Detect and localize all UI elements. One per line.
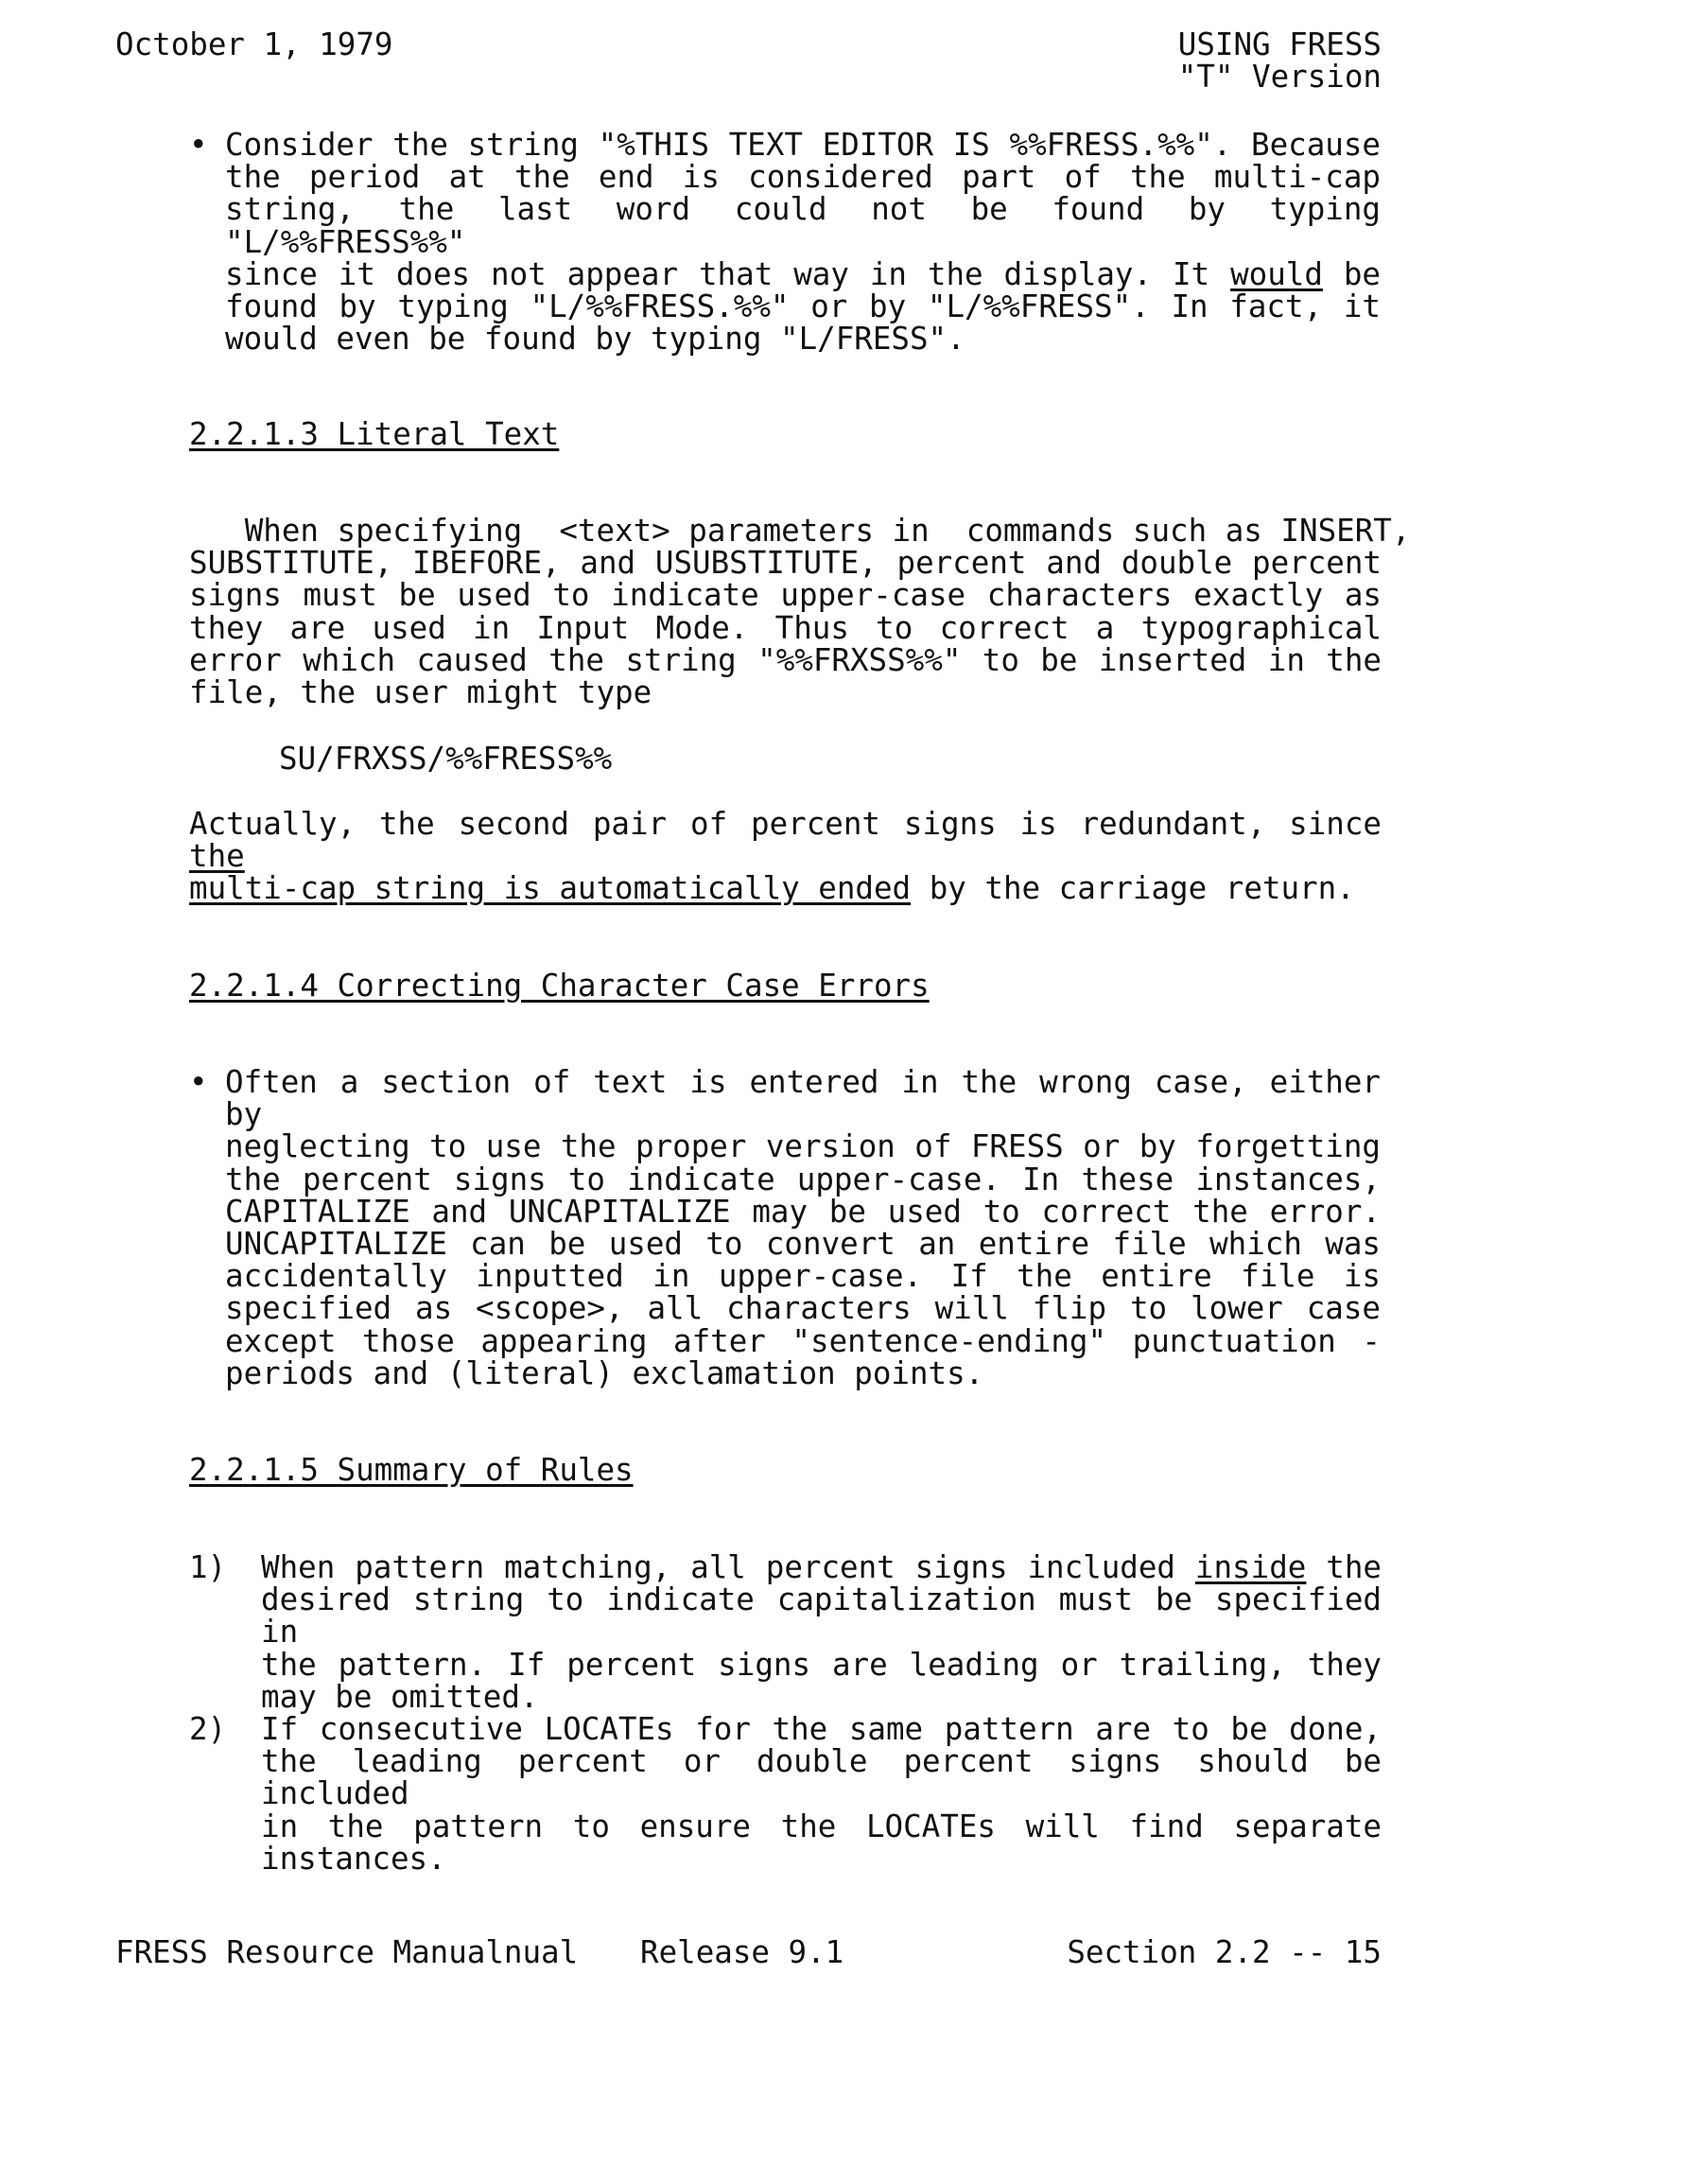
text-line: would even be found by typing "L/FRESS". (225, 321, 965, 358)
text-line: desired string to indicate capitalization must be specified in (261, 1581, 1382, 1651)
text-line: When specifying <text> parameters in commands such as INSERT, (189, 513, 1411, 549)
text-line: in the pattern to ensure the LOCATEs will find separate (261, 1808, 1382, 1844)
text-line-with-emphasis (225, 255, 1381, 292)
underlined-phrase: the (189, 838, 245, 875)
text-line: specified as <scope>, all characters will flip to lower case (225, 1290, 1381, 1327)
text-line: Often a section of text is entered in the wrong case, either by (225, 1064, 1381, 1133)
text-line: the leading percent or double percent signs should be included (261, 1743, 1382, 1812)
paragraph-actually (189, 808, 1382, 905)
text-line: may be omitted. (261, 1678, 539, 1715)
text-fragment: by the carriage return. (929, 870, 1355, 907)
section-heading-case-errors: 2.2.1.4 Correcting Character Case Errors (189, 968, 930, 1004)
text-fragment: Actually, the second pair of percent signs is redundant, since (189, 806, 1382, 842)
text-line: CAPITALIZE and UNCAPITALIZE may be used to correct the error. (225, 1193, 1381, 1230)
text-line: they are used in Input Mode. Thus to correct a typographical (189, 609, 1382, 646)
footer-release: Release 9.1 (640, 1934, 844, 1970)
text-line: string, the last word could not be found by typing "L/%%FRESS%%" (225, 191, 1381, 260)
rule-number: 2) (189, 1711, 227, 1747)
text-line: If consecutive LOCATEs for the same pattern are to be done, (261, 1711, 1382, 1747)
paragraph-literal-text (189, 513, 1411, 711)
footer-manual-name: FRESS Resource Manualnual (115, 1934, 579, 1970)
text-line-with-emphasis (261, 1551, 1382, 1583)
text-line: file, the user might type (189, 674, 652, 711)
bullet-marker: • (189, 127, 208, 163)
text-line: UNCAPITALIZE can be used to convert an entire file which was (225, 1226, 1381, 1263)
text-fragment: be (1343, 255, 1381, 292)
bullet-paragraph-string-example (225, 127, 1381, 358)
section-heading-summary-rules: 2.2.1.5 Summary of Rules (189, 1452, 634, 1488)
text-line: SUBSTITUTE, IBEFORE, and USUBSTITUTE, percent and double percent (189, 545, 1382, 582)
underlined-word: would (1230, 255, 1323, 292)
text-line-with-emphasis (189, 870, 1382, 907)
section-heading-literal-text: 2.2.1.3 Literal Text (189, 416, 560, 452)
header-date: October 1, 1979 (115, 26, 393, 62)
text-line: found by typing "L/%%FRESS.%%" or by "L/%%FRESS". In fact, it (225, 288, 1381, 325)
underlined-phrase: multi-cap string is automatically ended (189, 870, 912, 907)
rule-2-text (261, 1713, 1382, 1875)
command-example: SU/FRXSS/%%FRESS%% (279, 741, 613, 777)
text-line-with-emphasis (189, 806, 1382, 875)
bullet-paragraph-case-errors (225, 1066, 1381, 1389)
text-line: signs must be used to indicate upper-case characters exactly as (189, 577, 1382, 614)
header-title: USING FRESS (1177, 26, 1382, 62)
text-line: the period at the end is considered part of the multi-cap (225, 159, 1381, 196)
rule-number: 1) (189, 1549, 227, 1585)
text-line: error which caused the string "%%FRXSS%%" to be inserted in the (189, 641, 1382, 678)
rule-1-text (261, 1551, 1382, 1713)
text-fragment: When pattern matching, all percent signs included (261, 1549, 1175, 1585)
text-line: instances. (261, 1840, 446, 1877)
text-line: the percent signs to indicate upper-case. In these instances, (225, 1161, 1381, 1197)
header-version: "T" Version (1177, 59, 1382, 95)
footer-section-page: Section 2.2 -- 15 (1067, 1934, 1382, 1970)
text-fragment: the (1326, 1549, 1382, 1585)
underlined-word: inside (1194, 1549, 1307, 1585)
text-fragment: since it does not appear that way in the display. It (225, 255, 1210, 292)
text-line: Consider the string "%THIS TEXT EDITOR IS %%FRESS.%%". Because (225, 127, 1381, 163)
text-line: the pattern. If percent signs are leading or trailing, they (261, 1646, 1382, 1683)
bullet-marker: • (189, 1064, 208, 1100)
text-line: accidentally inputted in upper-case. If the entire file is (225, 1258, 1381, 1295)
text-line: neglecting to use the proper version of FRESS or by forgetting (225, 1128, 1381, 1165)
text-line: except those appearing after "sentence-ending" punctuation - (225, 1322, 1381, 1359)
text-line: periods and (literal) exclamation points. (225, 1354, 984, 1391)
